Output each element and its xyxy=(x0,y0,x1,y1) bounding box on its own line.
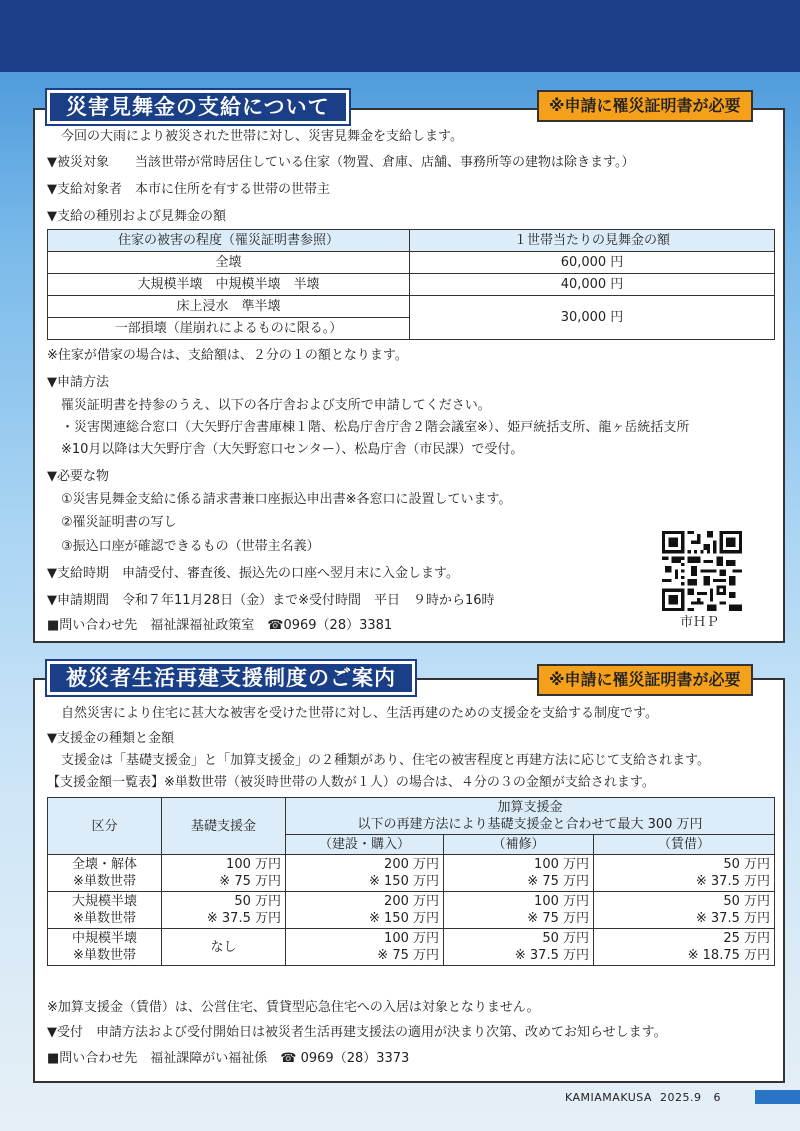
category-label: 全壊・解体 xyxy=(71,857,137,872)
repair-amount: 100 万円 xyxy=(534,857,589,872)
basic-single: ※ 37.5 万円 xyxy=(206,911,281,926)
section1-target: ▼被災対象 当該世帯が常時居住している住家（物置、倉庫、店舗、事務所等の建物は除きます。） xyxy=(47,155,635,170)
basic-single: ※ 75 万円 xyxy=(219,874,281,889)
needs-item: ③振込口座が確認できるもの（世帯主名義） xyxy=(61,539,320,554)
section1-intro: 今回の大雨により被災された世帯に対し、災害見舞金を支給します。 xyxy=(61,129,463,144)
header-category: 区分 xyxy=(48,798,162,855)
reception-info: ▼受付 申請方法および受付開始日は被災者生活再建支援法の適用が決まり次第、改めてお知らせします。 xyxy=(47,1025,667,1040)
header-damage: 住家の被害の程度（罹災証明書参照） xyxy=(48,230,410,252)
basic-amount: 100 万円 xyxy=(226,857,281,872)
category-cell xyxy=(48,929,162,966)
build-single: ※ 150 万円 xyxy=(369,874,439,889)
build-single: ※ 150 万円 xyxy=(369,911,439,926)
table-row xyxy=(48,296,775,318)
header-rent: （賃借） xyxy=(594,835,775,855)
payment-timing: ▼支給時期 申請受付、審査後、振込先の口座へ翌月末に入金します。 xyxy=(47,566,459,581)
support-types-heading: ▼支援金の種類と金額 xyxy=(47,731,174,746)
rent-cell xyxy=(594,855,775,892)
section2-title: 被災者生活再建支援制度のご案内 xyxy=(47,661,415,695)
rent-single: ※ 18.75 万円 xyxy=(687,948,770,963)
damage-cell: 大規模半壊 中規模半壊 半壊 xyxy=(48,274,410,296)
header-amount: １世帯当たりの見舞金の額 xyxy=(410,230,775,252)
build-amount: 200 万円 xyxy=(384,857,439,872)
support-types-text: 支援金は「基礎支援金」と「加算支援金」の２種類があり、住宅の被害程度と再建方法に応じて支給されます。 xyxy=(61,753,710,768)
build-cell xyxy=(286,855,444,892)
build-cell xyxy=(286,892,444,929)
issue-date: 2025.9 xyxy=(660,1091,702,1104)
basic-cell xyxy=(162,892,286,929)
repair-single: ※ 75 万円 xyxy=(527,874,589,889)
category-label: 大規模半壊 xyxy=(71,894,137,909)
method-line: 罹災証明書を持参のうえ、以下の各庁舎および支所で申請してください。 xyxy=(61,398,491,413)
table-row xyxy=(48,855,775,892)
needs-heading: ▼必要な物 xyxy=(47,469,109,484)
build-single: ※ 75 万円 xyxy=(377,948,439,963)
category-sub: ※単数世帯 xyxy=(73,948,136,963)
rent-single: ※ 37.5 万円 xyxy=(695,911,770,926)
category-label: 中規模半壊 xyxy=(71,931,137,946)
section1-contact: ■問い合わせ先 福祉課福祉政策室 ☎0969（28）3381 xyxy=(47,618,393,633)
relief-amount-table xyxy=(47,229,775,340)
amount-cell: 40,000 円 xyxy=(410,274,775,296)
rent-cell xyxy=(594,892,775,929)
section2-requirement-badge: ※申請に罹災証明書が必要 xyxy=(537,664,753,696)
qr-label: 市ＨＰ xyxy=(680,615,720,630)
section1-types-heading: ▼支給の種別および見舞金の額 xyxy=(47,209,226,224)
top-banner xyxy=(0,0,800,72)
section1-title: 災害見舞金の支給について xyxy=(47,90,349,124)
section1-requirement-badge: ※申請に罹災証明書が必要 xyxy=(537,90,753,122)
support-list-caption: 【支援金額一覧表】※単数世帯（被災時世帯の人数が１人）の場合は、４分の３の金額が支給されます。 xyxy=(47,775,655,790)
repair-cell xyxy=(444,892,594,929)
magazine-name: KAMIAMAKUSA xyxy=(565,1091,653,1104)
damage-cell: 床上浸水 準半壊 xyxy=(48,296,410,318)
amount-cell: 30,000 円 xyxy=(410,296,775,340)
header-additional xyxy=(286,798,775,835)
section2-intro: 自然災害により住宅に甚大な被害を受けた世帯に対し、生活再建のための支援金を支給する制度です。 xyxy=(61,706,658,721)
header-basic: 基礎支援金 xyxy=(162,798,286,855)
qr-code-icon[interactable] xyxy=(662,531,742,611)
category-cell xyxy=(48,855,162,892)
rent-amount: 50 万円 xyxy=(723,894,770,909)
needs-item: ①災害見舞金支給に係る請求書兼口座振込申出書※各窓口に設置しています。 xyxy=(61,492,512,507)
repair-cell xyxy=(444,855,594,892)
basic-amount: なし xyxy=(210,939,237,955)
method-heading: ▼申請方法 xyxy=(47,375,109,390)
damage-cell: 全壊 xyxy=(48,252,410,274)
repair-single: ※ 75 万円 xyxy=(527,911,589,926)
header-additional-title: 加算支援金 xyxy=(497,800,563,815)
basic-cell xyxy=(162,855,286,892)
page-number: 6 xyxy=(713,1091,722,1104)
rent-amount: 50 万円 xyxy=(723,857,770,872)
header-repair: （補修） xyxy=(444,835,594,855)
build-cell xyxy=(286,929,444,966)
page-footer xyxy=(565,1091,721,1104)
method-line: ※10月以降は大矢野庁舎（大矢野窓口センター）、松島庁舎（市民課）で受付。 xyxy=(61,442,524,457)
rent-cell xyxy=(594,929,775,966)
table-row xyxy=(48,929,775,966)
method-line: ・災害関連総合窓口（大矢野庁舎書庫棟１階、松島庁舎庁舎２階会議室※）、姫戸統括支所、龍ヶ岳統括支所 xyxy=(61,420,690,435)
header-build: （建設・購入） xyxy=(286,835,444,855)
category-sub: ※単数世帯 xyxy=(73,911,136,926)
section2-contact: ■問い合わせ先 福祉課障がい福祉係 ☎ 0969（28）3373 xyxy=(47,1051,410,1066)
table-row xyxy=(48,252,775,274)
section1-recipient: ▼支給対象者 本市に住所を有する世帯の世帯主 xyxy=(47,182,330,197)
table-header-row xyxy=(48,798,775,835)
table-row xyxy=(48,892,775,929)
needs-item: ②罹災証明書の写し xyxy=(61,515,177,530)
category-sub: ※単数世帯 xyxy=(73,874,136,889)
support-amount-table xyxy=(47,797,775,966)
page-tab-bar xyxy=(755,1090,800,1104)
repair-single: ※ 37.5 万円 xyxy=(514,948,589,963)
rent-single: ※ 37.5 万円 xyxy=(695,874,770,889)
repair-cell xyxy=(444,929,594,966)
repair-amount: 50 万円 xyxy=(542,931,589,946)
basic-amount: 50 万円 xyxy=(234,894,281,909)
section1-note: ※住家が借家の場合は、支給額は、２分の１の額となります。 xyxy=(47,348,408,363)
build-amount: 100 万円 xyxy=(384,931,439,946)
table-row xyxy=(48,274,775,296)
application-period: ▼申請期間 令和７年11月28日（金）まで※受付時間 平日 ９時から16時 xyxy=(47,593,495,608)
header-additional-desc: 以下の再建方法により基礎支援金と合わせて最大 300 万円 xyxy=(357,817,703,832)
table-header-row xyxy=(48,230,775,252)
repair-amount: 100 万円 xyxy=(534,894,589,909)
damage-cell: 一部損壊（崖崩れによるものに限る。） xyxy=(48,318,410,340)
basic-cell xyxy=(162,929,286,966)
build-amount: 200 万円 xyxy=(384,894,439,909)
rent-amount: 25 万円 xyxy=(723,931,770,946)
amount-cell: 60,000 円 xyxy=(410,252,775,274)
category-cell xyxy=(48,892,162,929)
section2-note: ※加算支援金（賃借）は、公営住宅、賃貸型応急住宅への入居は対象となりません。 xyxy=(47,1000,540,1015)
